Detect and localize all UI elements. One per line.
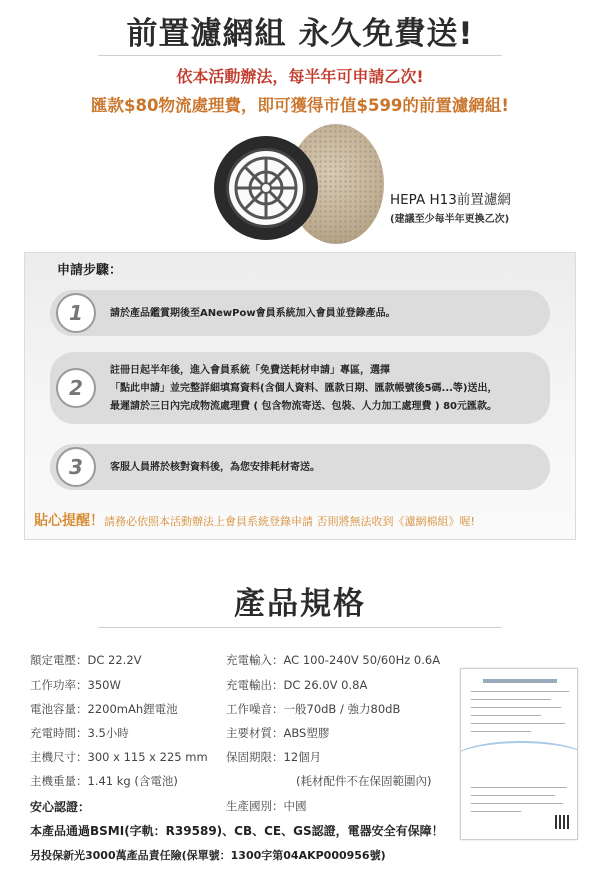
- product-name: HEPA H13前置濾網: [390, 192, 511, 208]
- promo-line-1: 依本活動辦法，每半年可申請乙次!: [176, 67, 424, 86]
- cert-label: 安心認證：: [30, 800, 91, 814]
- origin-label: 生產國別：中國: [226, 799, 307, 813]
- title-divider: [98, 55, 502, 56]
- spec-row: 充電輸入：AC 100-240V 50/60Hz 0.6A: [226, 653, 441, 667]
- filter-frame-image: [214, 136, 318, 240]
- spec-row: 充電輸出：DC 26.0V 0.8A: [226, 678, 368, 692]
- step-2-line-2: 「點此申請」並完整詳細填寫資料(含個人資料、匯款日期、匯款帳號後5碼...等)送出，: [110, 383, 498, 394]
- step-2-line-3: 最遲請於三日內完成物流處理費 ( 包含物流寄送、包裝、人力加工處理費 ) 80元匯款。: [110, 401, 497, 412]
- spec-row-note: (耗材配件不在保固範圍內): [296, 774, 432, 788]
- spec-row: 工作噪音：一般70dB / 強力80dB: [226, 702, 401, 716]
- insurance-line: 另投保新光3000萬產品責任險(保單號：1300字第04AKP000956號): [30, 849, 386, 862]
- certificate-image: [460, 668, 578, 840]
- step-1-number: 1: [56, 293, 96, 333]
- step-3-number: 3: [56, 447, 96, 487]
- bsmi-line: 本產品通過BSMI(字軌：R39589)、CB、CE、GS認證，電器安全有保障！: [30, 824, 444, 838]
- spec-row: 額定電壓：DC 22.2V: [30, 653, 142, 667]
- step-2-number: 2: [56, 368, 96, 408]
- reminder-note: [34, 510, 475, 530]
- promo-line-2: 匯款$80物流處理費，即可獲得市值$599的前置濾網組!: [91, 96, 509, 115]
- step-3-text: 客服人員將於核對資料後，為您安排耗材寄送。: [110, 462, 320, 473]
- spec-row: 工作功率：350W: [30, 678, 121, 692]
- spec-row: 電池容量：2200mAh鋰電池: [30, 702, 178, 716]
- steps-heading: 申請步驟：: [57, 263, 123, 278]
- spec-row: 主機尺寸：300 x 115 x 225 mm: [30, 750, 208, 764]
- spec-row: 主要材質：ABS塑膠: [226, 726, 330, 740]
- spec-title: 產品規格: [234, 586, 366, 622]
- reminder-text: 請務必依照本活動辦法上會員系統登錄申請 否則將無法收到《濾網棉組》喔!: [104, 515, 475, 528]
- spec-row: 保固期限：12個月: [226, 750, 322, 764]
- step-2-line-1: 註冊日起半年後，進入會員系統「免費送耗材申請」專區，選擇: [110, 365, 390, 376]
- step-1-text: 請於產品鑑賞期後至ANewPow會員系統加入會員並登錄產品。: [110, 308, 396, 319]
- reminder-label: 貼心提醒！: [34, 513, 104, 529]
- page-title: 前置濾網組 永久免費送!: [126, 16, 474, 52]
- spec-divider: [98, 627, 502, 628]
- spec-row: 主機重量：1.41 kg (含電池): [30, 774, 178, 788]
- product-note: (建議至少每半年更換乙次): [390, 214, 510, 225]
- spec-row: 充電時間：3.5小時: [30, 726, 129, 740]
